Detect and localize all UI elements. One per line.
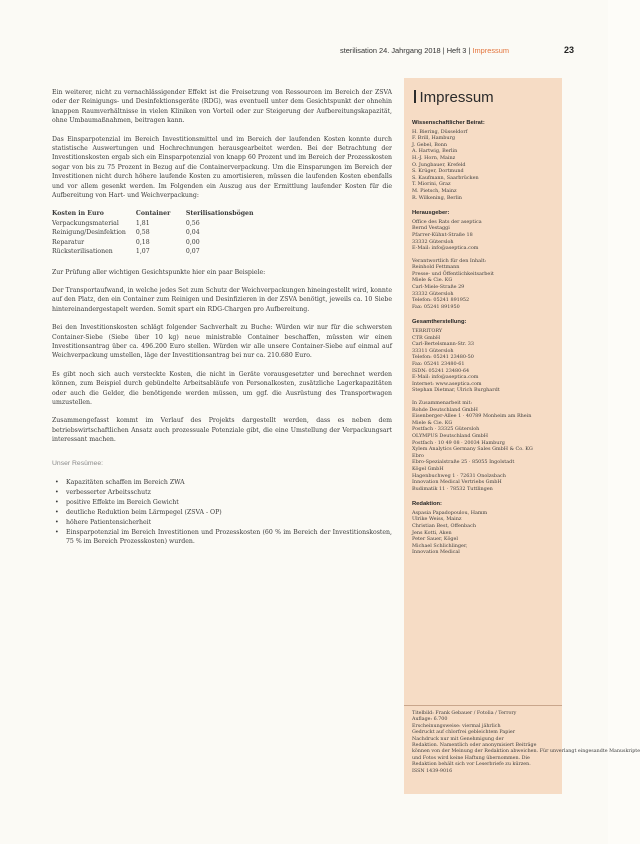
impressum-line: R. Wilkening, Berlin [412, 194, 462, 201]
impressum-line: Bernd Vestaggi [412, 225, 450, 232]
impressum-line: 33332 Gütersloh [412, 238, 454, 245]
footer-line: Gedruckt auf chlorfrei gebleichtem Papier [412, 730, 515, 736]
list-item: • Kapazitäten schaffen im Bereich ZWA [66, 478, 392, 487]
impressum-line: H. Biering, Düsseldorf [412, 128, 468, 135]
impressum-line: Innovation Medical Vertriebs GmbH [412, 479, 502, 486]
paragraph-5: Bei den Investitionskosten schlägt folgender Sachverhalt zu Buche: Würden wir nur für die schwersten Container-Siebe (Siebe über 10 kg) neue ministrable Container beschaffen, müssten wir einen Investitionsantrag über ca. 496.200 Euro stellen. Würden wir alle unsere Container-Siebe auf einmal auf Weichverpackung umstellen, läge der Investitionsantrag bei nur ca. 210.680 Euro. [52, 324, 392, 360]
impressum-section-heading: Herausgeber: [412, 210, 450, 217]
footer-line: Redaktion. Namentlich oder anonymisiert Beiträge [412, 743, 537, 749]
summary-list [52, 478, 392, 546]
impressum-section [412, 501, 554, 556]
impressum-line: 33332 Gütersloh [412, 290, 454, 297]
cost-table [52, 209, 264, 256]
table-cell: 0,07 [185, 248, 200, 256]
list-item: • positive Effekte im Bereich Gewicht [66, 498, 392, 507]
table-cell: Rücksterilisationen [52, 248, 113, 256]
impressum-section [412, 120, 554, 201]
impressum-line: Carl-Bertelsmann-Str. 33 [412, 341, 474, 348]
table-row [52, 219, 264, 228]
impressum-line: Eisenberger-Allee 1 · 40789 Monheim am Rhein [412, 413, 532, 420]
table-cell: 0,04 [185, 229, 200, 237]
impressum-section [412, 210, 554, 310]
running-head [340, 45, 574, 55]
impressum-line: F. Brill, Hamburg [412, 135, 456, 142]
impressum-line: Peter Sauer, Kögel [412, 536, 458, 543]
impressum-line: TERRITORY [412, 328, 443, 335]
impressum-line: OLYMPUS Deutschland GmbH [412, 432, 488, 439]
impressum-line: Xylem Analytics Germany Sales GmbH & Co. KG [412, 446, 533, 453]
running-head-text: sterilisation 24. Jahrgang 2018 | Heft 3 | [340, 46, 471, 55]
impressum-line: Postfach · 10 49 08 · 20034 Hamburg [412, 439, 505, 446]
impressum-line: Aspasia Papadopoulou, Hamm [412, 509, 488, 516]
impressum-line: Jens Kotti, Aken [412, 529, 452, 536]
table-cell: 1,07 [135, 248, 150, 256]
impressum-line: Telefon: 05241 891952 [412, 297, 470, 304]
impressum-line: Christian Best, Offenbach [412, 523, 476, 530]
impressum-line: Ebro [412, 452, 424, 459]
impressum-line: Budimatik 11 · 78532 Tuttlingen [412, 485, 493, 492]
paragraph-1: Ein weiterer, nicht zu vernachlässigender Effekt ist die Freisetzung von Ressourcen im Bereich der ZSVA oder der Reinigungs- und Desinfektionsgeräte (RDG), was eventuell unter dem Gesichtspunkt der ohnehin knappen Raumverhältnisse in vielen Kliniken von Vorteil oder zur Steigerung der Aufbereitungskapazität, ohne Umbaumaßnahmen, beitragen kann. [52, 89, 392, 125]
list-item: • höhere Patientensicherheit [66, 518, 392, 527]
impressum-line: ISDN: 05241 23480-64 [412, 367, 470, 374]
table-cell: 0,00 [185, 238, 200, 246]
table-cell: Verpackungsmaterial [52, 219, 119, 227]
impressum-line: Kögel GmbH [412, 465, 444, 472]
footer-line: Erscheinungsweise: viermal jährlich [412, 723, 501, 729]
running-head-section: Impressum [472, 46, 510, 55]
paragraph-3: Zur Prüfung aller wichtigen Gesichtspunkte hier ein paar Beispiele: [52, 268, 266, 276]
table-cell: 0,58 [135, 229, 150, 237]
impressum-sidebar [404, 78, 640, 794]
footer-line: und Fotos wird keine Haftung übernommen. Die [412, 755, 530, 761]
impressum-line: E-Mail: info@aseptica.com [412, 245, 479, 252]
impressum-line: Fax: 05241 23480-61 [412, 361, 465, 367]
cost-table-header: Container [135, 210, 171, 218]
impressum-line: Internet: www.aseptica.com [412, 380, 482, 387]
impressum-line: Carl-Miele-Straße 29 [412, 284, 465, 291]
table-cell: 0,18 [135, 238, 150, 246]
footer-line: Redaktion behält sich vor Leserbriefe zu kürzen. [412, 762, 531, 768]
table-cell: Reinigung/Desinfektion [52, 229, 126, 237]
impressum-line: Pfarrer-Kühnt-Straße 18 [412, 231, 473, 238]
impressum-sections [412, 120, 554, 556]
impressum-line: Rohde Deutschland GmbH [412, 406, 478, 413]
impressum-line: T. Miorini, Graz [412, 181, 451, 188]
impressum-line: Office des Rats der aseptica [412, 218, 482, 225]
footer-line: Nachdruck nur mit Genehmigung der [412, 736, 504, 742]
impressum-line: In Zusammenarbeit mit: [412, 399, 473, 406]
impressum-line: Verantwortlich für den Inhalt: [412, 257, 487, 264]
impressum-title-text: Impressum [419, 89, 494, 106]
impressum-line: Telefon: 05241 23480-50 [412, 354, 474, 361]
impressum-line: Stephan Dietmar, Ulrich Burghardt [412, 387, 500, 394]
list-item: • verbesserter Arbeitsschutz [66, 488, 392, 497]
article-column [52, 88, 392, 547]
paragraph-7: Zusammengefasst kommt im Verlauf des Projekts dargestellt werden, dass es neben dem betriebswirtschaftlichen Ansatz auch prozessuale Potenziale gibt, die eine Umstellung der Verpackungsart interessant machen. [52, 417, 392, 444]
impressum-section-heading: Redaktion: [412, 501, 442, 508]
footer-line: können von der Meinung der Redaktion abweichen. Für unverlangt eingesandte Manuskripte [412, 749, 640, 755]
footer-line: Auflage: 6.700 [412, 717, 448, 723]
impressum-line: O. Jungbauer, Krefeld [412, 161, 466, 168]
impressum-line: Reinhold Fettmann [412, 264, 460, 271]
paragraph-4: Der Transportaufwand, in welche jedes Set zum Schutz der Weichverpackungen hineingestellt wird, konnte auf den Platz, den ein Container zum Reinigen und Desinfizieren in der ZSVA benötigt, jeweils ca. 10 Siebe hintereinandergestapelt werden. Somit spart ein RDG-Chargen pro Aufbereitung. [52, 286, 392, 313]
impressum-line: Fax: 05241 891950 [412, 303, 460, 310]
impressum-line: Presse- und Öffentlichkeitsarbeit [412, 270, 494, 277]
list-item: • Einsparpotenzial im Bereich Investitionen und Prozesskosten (60 % im Bereich der Investitionskosten, 75 % im Bereich Prozesskosten) wurden. [66, 528, 392, 547]
table-cell: Reparatur [52, 238, 85, 246]
cost-table-header-row [52, 209, 264, 218]
impressum-line: H.-J. Horn, Mainz [412, 154, 456, 161]
table-cell: 1,81 [135, 219, 150, 227]
list-item: • deutliche Reduktion beim Lärmpegel (ZSVA - OP) [66, 508, 392, 517]
impressum-line: Ebro-Spezialstraße 25 · 85055 Ingolstadt [412, 459, 515, 466]
impressum-line: 33311 Gütersloh [412, 347, 454, 354]
table-cell: 0,56 [185, 219, 200, 227]
impressum-line: J. Gebel, Bonn [412, 141, 448, 148]
page-number: 23 [563, 45, 574, 55]
title-bar [414, 90, 416, 103]
footer-line: Titelbild: Frank Gebauer / Fotolia / Terrory [412, 711, 517, 716]
impressum-line: Miele & Cie. KG [412, 277, 453, 284]
table-row [52, 247, 264, 256]
footer-line: ISSN 1439-9016 [412, 768, 453, 774]
cost-table-header: Kosten in Euro [52, 210, 104, 218]
impressum-line: Michael Schlichlinger, [412, 542, 468, 549]
summary-heading: Unser Resümee: [52, 459, 103, 467]
impressum-line: M. Pietsch, Mainz [412, 187, 457, 194]
cost-table-header: Sterilisationsbögen [185, 210, 254, 218]
impressum-footer [404, 705, 640, 780]
impressum-section-heading: Gesamtherstellung: [412, 319, 467, 326]
impressum-line: A. Hartwig, Berlin [412, 148, 458, 155]
impressum-line: Postfach · 33325 Gütersloh [412, 426, 480, 433]
impressum-line: Miele & Cie. KG [412, 419, 453, 426]
impressum-section [412, 319, 554, 492]
table-row [52, 228, 264, 237]
impressum-line: Innovation Medical [412, 549, 460, 556]
impressum-line: CTR GmbH [412, 334, 441, 341]
impressum-line: E-Mail: info@aseptica.com [412, 374, 479, 381]
table-row [52, 238, 264, 247]
impressum-section-heading: Wissenschaftlicher Beirat: [412, 120, 485, 126]
impressum-title [414, 89, 554, 106]
impressum-line: Ulrike Weiss, Mainz [412, 516, 462, 523]
impressum-line: S. Kaufmann, Saarbrücken [412, 174, 479, 181]
paragraph-2: Das Einsparpotenzial im Bereich Investitionsmittel und im Bereich der laufenden Kosten konnte durch statistische Auswertungen und Hochrechnungen herausgearbeitet werden. Bei der Betrachtung der Investitionskosten ergab sich ein Einsparpotenzial von knapp 60 Prozent und im Bereich der Prozesskosten sogar von bis zu 75 Prozent in Bezug auf die Containerverpackung. Um die Einsparungen im Bereich der Investitionen nicht durch höhere laufende Kosten zu amortisieren, müssen die laufenden Kosten ebenfalls und vor allem gesenkt werden. Im Folgenden ein Auszug aus der Ermittlung laufender Kosten für die Aufbereitung von Hart- und Weichverpackung: [52, 135, 392, 200]
impressum-line: Hagenbuchweg 1 · 72631 Onolzsbach [412, 472, 506, 479]
paragraph-6: Es gibt noch sich auch versteckte Kosten, die nicht in Geräte vorausgesetzter und berechnet werden können, zum Beispiel durch gebündelte Arbeitsabläufe von Personalkosten, zusätzliche Lagerkapazitäten oder auch die Gelder, die benötigende werden müssen, um ggf. die Ausrüstung des Transportwagen umzustellen. [52, 370, 392, 406]
impressum-line: S. Krüger, Dortmund [412, 168, 464, 175]
